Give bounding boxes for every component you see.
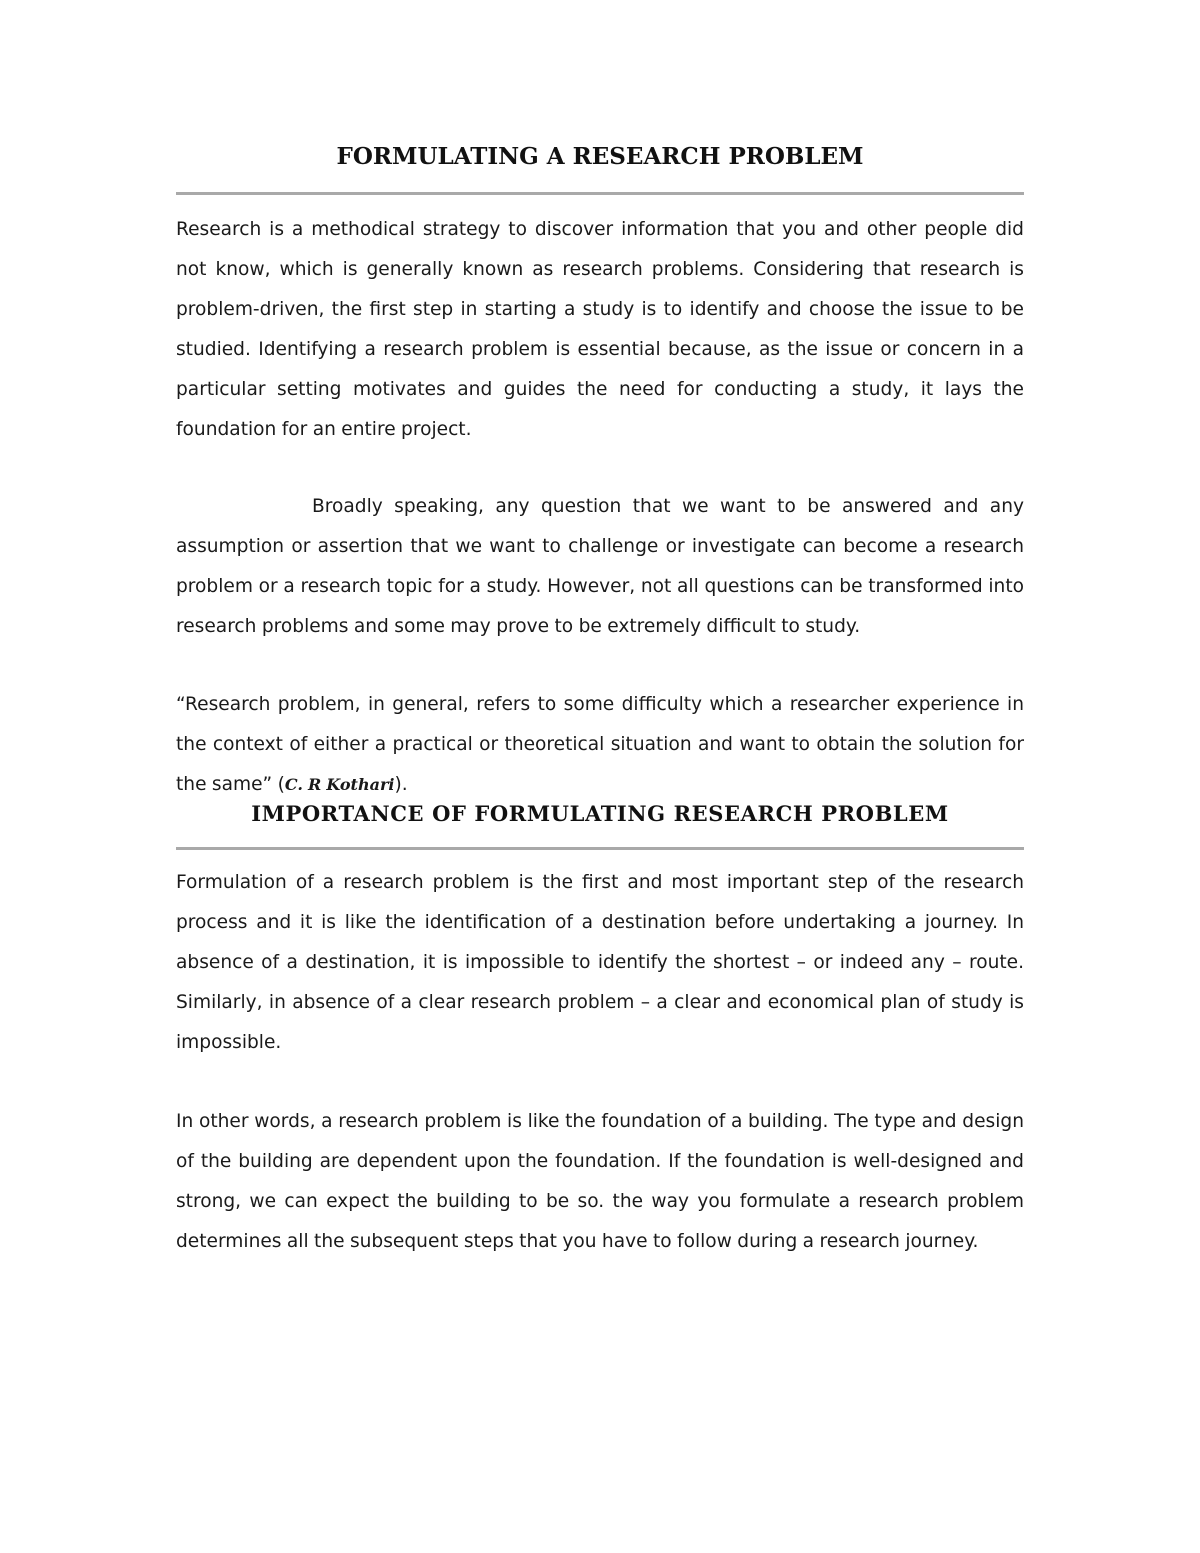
title-divider (176, 192, 1024, 195)
section-divider (176, 847, 1024, 850)
quote-end: ). (394, 774, 408, 795)
quote-text: “Research problem, in general, refers to some difficulty which a researcher experience in the context of either a practical or theoretical situation and want to obtain the solution for the same” ( (176, 694, 1024, 795)
kothari-quote (176, 685, 1024, 805)
quote-author: C. R Kothari (284, 775, 395, 794)
intro-paragraph-2: Broadly speaking, any question that we want to be answered and any assumption or assertion that we want to challenge or investigate can become a research problem or a research topic for a study. However, not all questions can be transformed into research problems and some may prove to be extremely difficult to study. (176, 496, 1024, 637)
importance-paragraph-1: Formulation of a research problem is the first and most important step of the research process and it is like the identification of a destination before undertaking a journey. In absence of a destination, it is impossible to identify the shortest – or indeed any – route. Similarly, in absence of a clear research problem – a clear and economical plan of study is impossible. (176, 872, 1024, 1053)
importance-paragraph-2: In other words, a research problem is like the foundation of a building. The type and design of the building are dependent upon the foundation. If the foundation is well-designed and strong, we can expect the building to be so. the way you formulate a research problem determines all the subsequent steps that you have to follow during a research journey. (176, 1111, 1024, 1252)
page-title: FORMULATING A RESEARCH PROBLEM (336, 143, 864, 170)
section-title-importance: IMPORTANCE OF FORMULATING RESEARCH PROBLEM (251, 801, 949, 826)
intro-paragraph-1: Research is a methodical strategy to discover information that you and other people did not know, which is generally known as research problems. Considering that research is problem-driven, the first step in starting a study is to identify and choose the issue to be studied. Identifying a research problem is essential because, as the issue or concern in a particular setting motivates and guides the need for conducting a study, it lays the foundation for an entire project. (176, 219, 1024, 440)
